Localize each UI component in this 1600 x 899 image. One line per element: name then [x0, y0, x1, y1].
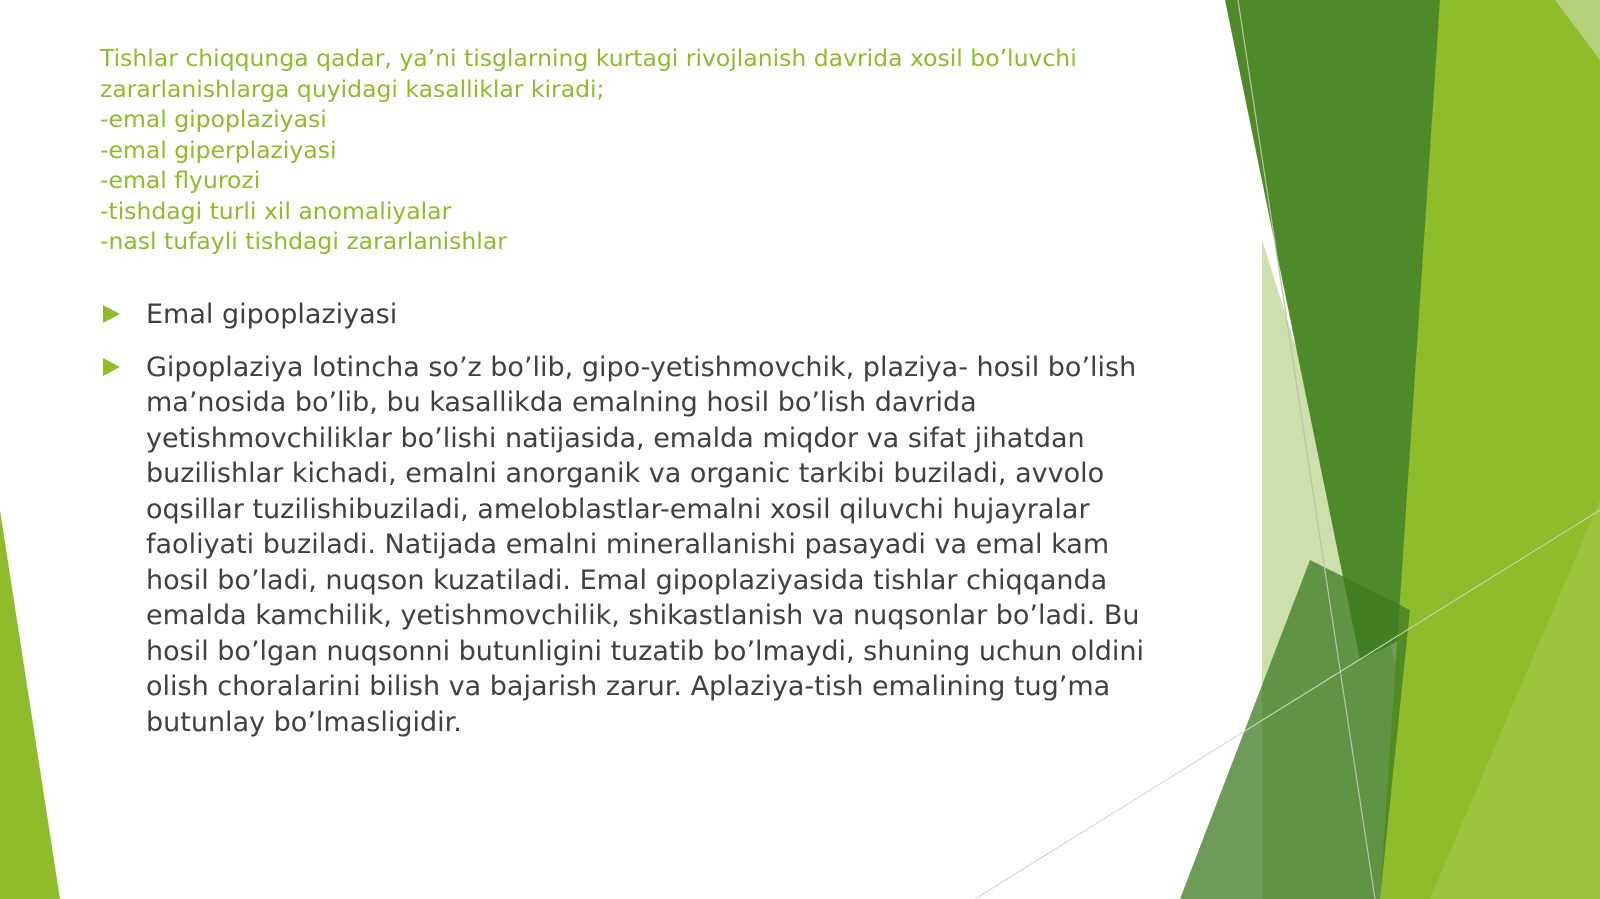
title-line: Tishlar chiqqunga qadar, ya’ni tisglarning kurtagi rivojlanish davrida xosil bo’luvchi	[100, 44, 1077, 72]
bullet-line: faoliyati buziladi. Natijada emalni minerallanishi pasayadi va emal kam	[146, 529, 1110, 560]
bullet-line: ma’nosida bo’lib, bu kasallikda emalning hosil bo’lish davrida	[146, 387, 977, 418]
title-line: zararlanishlarga quyidagi kasalliklar kiradi;	[100, 74, 605, 103]
bullet-item-heading	[100, 297, 1220, 333]
bullet-line: olish choralarini bilish va bajarish zarur. Aplaziya-tish emalining tug’ma	[146, 671, 1111, 702]
bullet-line: hosil bo’lgan nuqsonni butunligini tuzatib bo’lmaydi, shuning uchun oldini	[146, 635, 1145, 667]
title-line: -emal giperplaziyasi	[100, 135, 337, 164]
triangle-bullet-icon	[103, 358, 120, 376]
title-line: -tishdagi turli xil anomaliyalar	[100, 196, 452, 225]
bullet-line: emalda kamchilik, yetishmovchilik, shikastlanish va nuqsonlar bo’ladi. Bu	[146, 600, 1140, 631]
bullet-line: buzilishlar kichadi, emalni anorganik va organic tarkibi buziladi, avvolo	[146, 458, 1105, 489]
bullet-line: Emal gipoplaziyasi	[146, 299, 398, 330]
triangle-bullet-icon	[103, 305, 120, 323]
bullet-line: hosil bo’ladi, nuqson kuzatiladi. Emal gipoplaziyasida tishlar chiqqanda	[146, 564, 1108, 596]
bullet-text	[146, 297, 1220, 333]
bullet-text	[146, 350, 1220, 741]
title-line: -emal flyurozi	[100, 166, 261, 194]
bullet-line: Gipoplaziya lotincha so’z bo’lib, gipo-yetishmovchik, plaziya- hosil bo’lish	[146, 351, 1137, 383]
bullet-line: oqsillar tuzilishibuziladi, ameloblastlar-emalni xosil qiluvchi hujayralar	[146, 493, 1090, 525]
left-edge-shape	[0, 510, 60, 899]
bullet-item-description	[100, 350, 1220, 741]
title-line: -nasl tufayli tishdagi zararlanishlar	[100, 227, 507, 255]
bullet-line: butunlay bo’lmasligidir.	[146, 706, 462, 738]
bullet-line: yetishmovchiliklar bo’lishi natijasida, emalda miqdor va sifat jihatdan	[146, 422, 1085, 454]
title-line: -emal gipoplaziyasi	[100, 105, 327, 133]
slide-content	[100, 297, 1220, 757]
slide-title	[100, 43, 1210, 257]
